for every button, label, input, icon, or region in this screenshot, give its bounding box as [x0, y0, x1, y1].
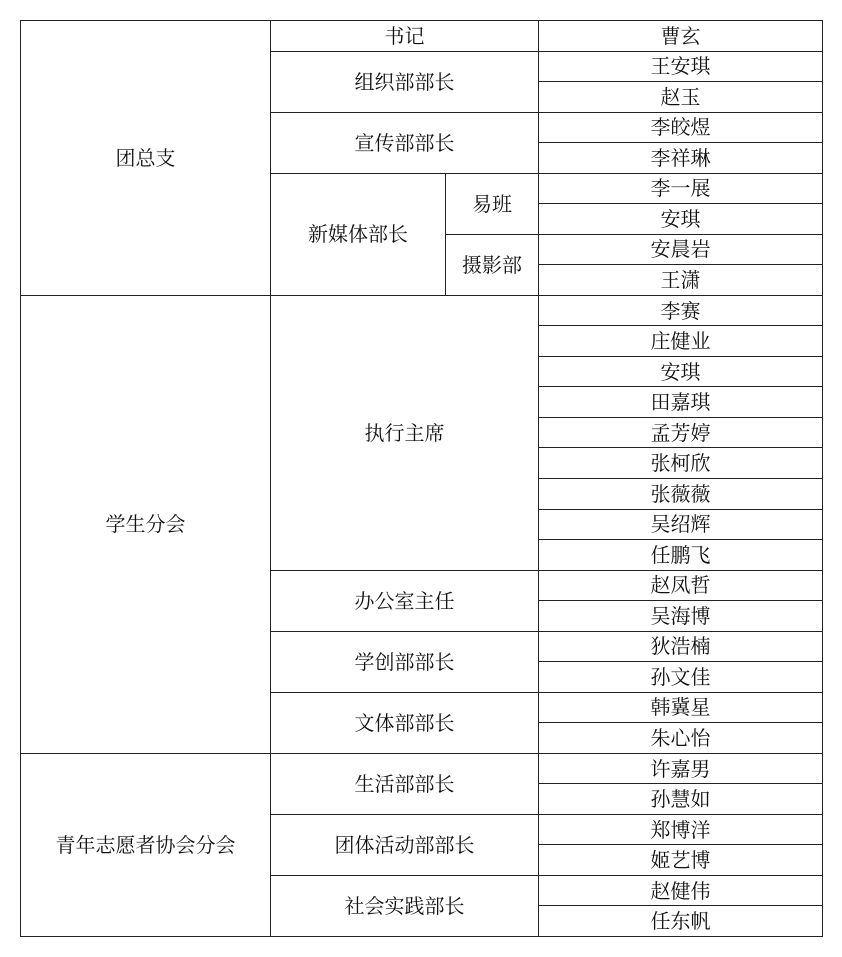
table-row: [21, 21, 823, 52]
role-title: 办公室主任: [271, 570, 539, 631]
member-name: 孙文佳: [539, 662, 823, 693]
member-name: 赵凤哲: [539, 570, 823, 601]
member-name: 王安琪: [539, 51, 823, 82]
role-title: 宣传部部长: [271, 112, 539, 173]
member-name: 朱心怡: [539, 723, 823, 754]
roster-table: [20, 20, 823, 937]
section-name: 团总支: [21, 21, 271, 296]
member-name: 吴绍辉: [539, 509, 823, 540]
member-name: 李一展: [539, 173, 823, 204]
member-name: 孙慧如: [539, 784, 823, 815]
member-name: 田嘉琪: [539, 387, 823, 418]
member-name: 安琪: [539, 204, 823, 235]
member-name: 赵玉: [539, 82, 823, 113]
member-name: 安晨岩: [539, 234, 823, 265]
table-row: [21, 753, 823, 784]
member-name: 赵健伟: [539, 875, 823, 906]
role-title: 团体活动部部长: [271, 814, 539, 875]
member-name: 李皎煜: [539, 112, 823, 143]
role-title: 执行主席: [271, 295, 539, 570]
role-title: 生活部部长: [271, 753, 539, 814]
role-title: 文体部部长: [271, 692, 539, 753]
role-title: 学创部部长: [271, 631, 539, 692]
role-title: 新媒体部长: [271, 173, 446, 295]
member-name: 李赛: [539, 295, 823, 326]
subgroup-name: 易班: [446, 173, 539, 234]
member-name: 任东帆: [539, 906, 823, 937]
member-name: 安琪: [539, 356, 823, 387]
member-name: 郑博洋: [539, 814, 823, 845]
member-name: 任鹏飞: [539, 540, 823, 571]
member-name: 许嘉男: [539, 753, 823, 784]
member-name: 张薇薇: [539, 478, 823, 509]
member-name: 吴海博: [539, 601, 823, 632]
member-name: 张柯欣: [539, 448, 823, 479]
member-name: 李祥琳: [539, 143, 823, 174]
table-row: [21, 295, 823, 326]
role-title: 组织部部长: [271, 51, 539, 112]
member-name: 孟芳婷: [539, 417, 823, 448]
member-name: 姬艺博: [539, 845, 823, 876]
member-name: 庄健业: [539, 326, 823, 357]
member-name: 狄浩楠: [539, 631, 823, 662]
member-name: 王潇: [539, 265, 823, 296]
role-title: 书记: [271, 21, 539, 52]
member-name: 曹玄: [539, 21, 823, 52]
subgroup-name: 摄影部: [446, 234, 539, 295]
section-name: 学生分会: [21, 295, 271, 753]
role-title: 社会实践部长: [271, 875, 539, 936]
section-name: 青年志愿者协会分会: [21, 753, 271, 936]
member-name: 韩冀星: [539, 692, 823, 723]
